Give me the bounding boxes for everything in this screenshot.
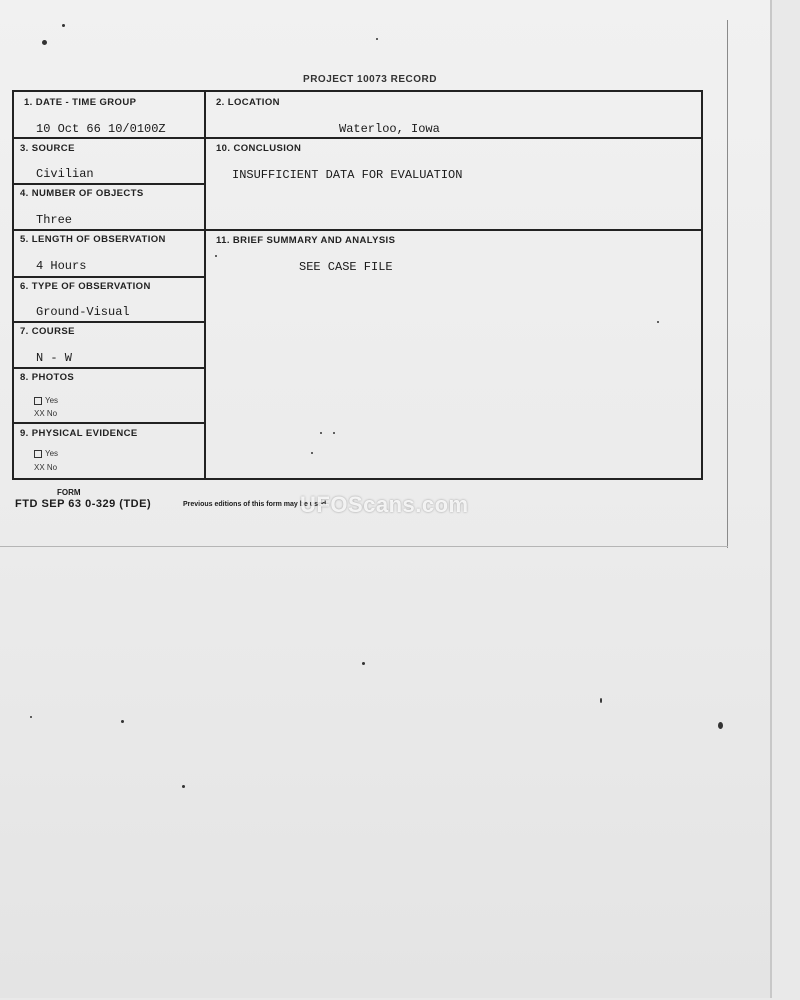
source-label: 3. SOURCE bbox=[20, 143, 75, 154]
physical-evidence-label: 9. PHYSICAL EVIDENCE bbox=[20, 428, 138, 439]
physical-evidence-option-no: XX No bbox=[34, 463, 58, 472]
page-edge-vertical bbox=[727, 20, 728, 548]
scan-speck bbox=[311, 452, 313, 454]
row-rule bbox=[14, 229, 701, 231]
scan-speck bbox=[42, 40, 47, 45]
photos-option-no: XX No bbox=[34, 409, 58, 418]
course-label: 7. COURSE bbox=[20, 326, 75, 337]
photos-option-yes: Yes bbox=[34, 396, 58, 405]
number-of-objects-label: 4. NUMBER OF OBJECTS bbox=[20, 188, 144, 199]
physical-evidence-option-yes: Yes bbox=[34, 449, 58, 458]
checkbox-icon bbox=[34, 450, 42, 458]
row-rule bbox=[14, 422, 204, 424]
scan-speck bbox=[121, 720, 124, 723]
watermark: UFOScans.com bbox=[300, 492, 469, 517]
scan-speck bbox=[320, 432, 322, 434]
scan-speck bbox=[657, 321, 659, 323]
location-value: Waterloo, Iowa bbox=[339, 122, 440, 136]
brief-summary-label: 11. BRIEF SUMMARY AND ANALYSIS bbox=[216, 235, 396, 246]
length-of-observation-value: 4 Hours bbox=[36, 259, 87, 273]
scan-speck bbox=[718, 722, 723, 729]
document-header: PROJECT 10073 RECORD bbox=[303, 74, 437, 85]
conclusion-value: INSUFFICIENT DATA FOR EVALUATION bbox=[232, 168, 463, 182]
scan-speck bbox=[362, 662, 365, 665]
scan-speck bbox=[215, 255, 217, 257]
photos-label: 8. PHOTOS bbox=[20, 372, 75, 383]
date-time-group-label: 1. DATE - TIME GROUP bbox=[24, 97, 137, 108]
checkbox-icon bbox=[34, 397, 42, 405]
row-rule bbox=[14, 367, 204, 369]
page-edge-right bbox=[770, 0, 772, 998]
scan-speck bbox=[376, 38, 378, 40]
scan-speck bbox=[182, 785, 185, 788]
source-value: Civilian bbox=[36, 167, 94, 181]
number-of-objects-value: Three bbox=[36, 213, 73, 227]
row-rule bbox=[14, 321, 204, 323]
brief-summary-value: SEE CASE FILE bbox=[299, 260, 393, 274]
scan-speck bbox=[333, 432, 335, 434]
date-time-group-value: 10 Oct 66 10/0100Z bbox=[36, 122, 166, 136]
scan-speck bbox=[600, 698, 602, 703]
type-of-observation-value: Ground-Visual bbox=[36, 305, 130, 319]
column-divider bbox=[204, 92, 206, 478]
page-edge-horizontal bbox=[0, 546, 728, 547]
scan-speck bbox=[30, 716, 32, 718]
length-of-observation-label: 5. LENGTH OF OBSERVATION bbox=[20, 234, 166, 245]
row-rule bbox=[14, 276, 204, 278]
row-rule bbox=[14, 137, 701, 139]
form-code: FTD SEP 63 0-329 (TDE) bbox=[15, 498, 152, 510]
conclusion-label: 10. CONCLUSION bbox=[216, 143, 302, 154]
scan-speck bbox=[62, 24, 65, 27]
type-of-observation-label: 6. TYPE OF OBSERVATION bbox=[20, 281, 151, 292]
record-form bbox=[12, 90, 703, 480]
location-label: 2. LOCATION bbox=[216, 97, 280, 108]
form-word: FORM bbox=[57, 488, 81, 497]
row-rule bbox=[14, 183, 204, 185]
course-value: N - W bbox=[36, 351, 73, 365]
footer-note: Previous editions of this form may be used. bbox=[183, 501, 329, 508]
